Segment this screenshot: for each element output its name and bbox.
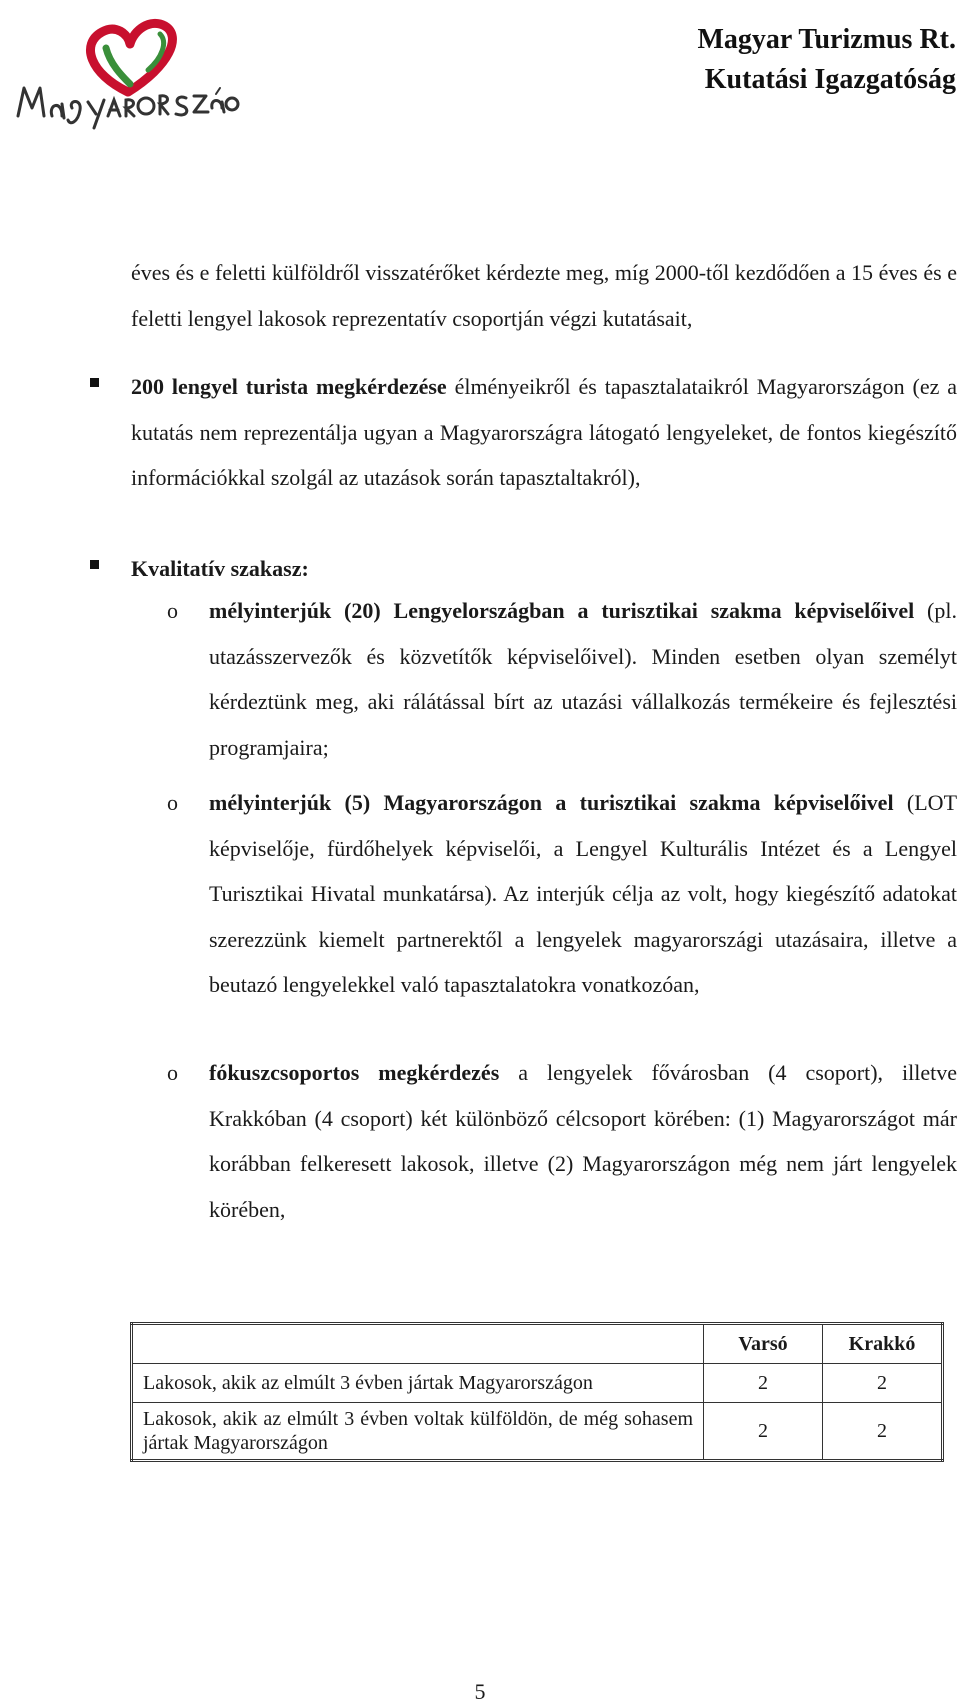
sub-item-interviews-poland-bold: mélyinterjúk (20) Lengyelországban a turisztikai szakma képviselőivel	[209, 598, 915, 623]
table-header-empty	[132, 1324, 704, 1364]
sub-item-marker: o	[167, 790, 178, 815]
bullet-item-survey	[131, 364, 957, 501]
table-cell-label: Lakosok, akik az elmúlt 3 évben voltak külföldön, de még sohasem jártak Magyarországon	[132, 1403, 704, 1461]
bullet-item-survey-text: élményeikről és tapasztalataikról Magyarországon (ez a kutatás nem reprezentálja ugyan a Magyarországra látogató lengyeleket, de fontos kiegészítő információkkal szolgál az utazások során tapasztaltakról),	[131, 374, 957, 490]
bullet-item-qualitative	[131, 546, 957, 592]
sub-item-interviews-hungary-bold: mélyinterjúk (5) Magyarországon a turisztikai szakma képviselőivel	[209, 790, 894, 815]
sub-item-focus-groups-bold: fókuszcsoportos megkérdezés	[209, 1060, 500, 1085]
table-header-krakko: Krakkó	[823, 1324, 943, 1364]
bullet-square-icon	[90, 560, 99, 569]
intro-paragraph: éves és e feletti külföldről visszatérőket kérdezte meg, míg 2000-től kezdődően a 15 éves és e feletti lengyel lakosok reprezentatív csoportján végzi kutatásait,	[131, 260, 957, 331]
sub-item-marker: o	[167, 598, 178, 623]
table-header-row	[132, 1324, 943, 1364]
sub-item-interviews-hungary	[209, 780, 957, 1008]
table-header-varso: Varsó	[704, 1324, 823, 1364]
organization-name: Magyar Turizmus Rt.	[697, 24, 956, 55]
sub-item-interviews-poland-text: (pl. utazásszervezők és közvetítők képviselőivel). Minden esetben olyan személyt kérdeztünk meg, aki rálátással bírt az utazási vállalkozás termékeire és fejlesztési programjaira;	[209, 598, 957, 760]
sub-item-interviews-poland	[209, 588, 957, 770]
sub-item-focus-groups	[209, 1050, 957, 1232]
focus-group-table	[130, 1322, 944, 1462]
table-cell-varso: 2	[704, 1403, 823, 1461]
page-number: 5	[474, 1679, 486, 1704]
table-cell-label: Lakosok, akik az elmúlt 3 évben jártak Magyarországon	[132, 1364, 704, 1403]
magyarorszag-logo	[10, 4, 240, 134]
table-row	[132, 1403, 943, 1461]
organization-block	[698, 20, 957, 100]
sub-item-interviews-hungary-text: (LOT képviselője, fürdőhelyek képviselői, a Lengyel Kulturális Intézet és a Lengyel Turisztikai Hivatal munkatársa). Az interjúk célja az volt, hogy kiegészítő adatokat szerezzünk kiemelt partnerektől a lengyelek magyarországi utazásaira, illetve a beutazó lengyelekkel való tapasztalatokra vonatkozóan,	[209, 790, 958, 997]
table-cell-krakko: 2	[823, 1403, 943, 1461]
sub-item-focus-groups-text: a lengyelek fővárosban (4 csoport), illetve Krakkóban (4 csoport) két különböző célcsoport körében: (1) Magyarországot már korábban felkeresett lakosok, illetve (2) Magyarországon még nem járt lengyelek körében,	[209, 1060, 957, 1222]
table-cell-varso: 2	[704, 1364, 823, 1403]
table-cell-krakko: 2	[823, 1364, 943, 1403]
bullet-item-qualitative-bold: Kvalitatív szakasz:	[131, 556, 309, 581]
page-header	[0, 0, 960, 150]
table-row	[132, 1364, 943, 1403]
sub-item-marker: o	[167, 1060, 178, 1085]
bullet-item-survey-bold: 200 lengyel turista megkérdezése	[131, 374, 447, 399]
bullet-square-icon	[90, 378, 99, 387]
department-name: Kutatási Igazgatóság	[704, 64, 956, 95]
